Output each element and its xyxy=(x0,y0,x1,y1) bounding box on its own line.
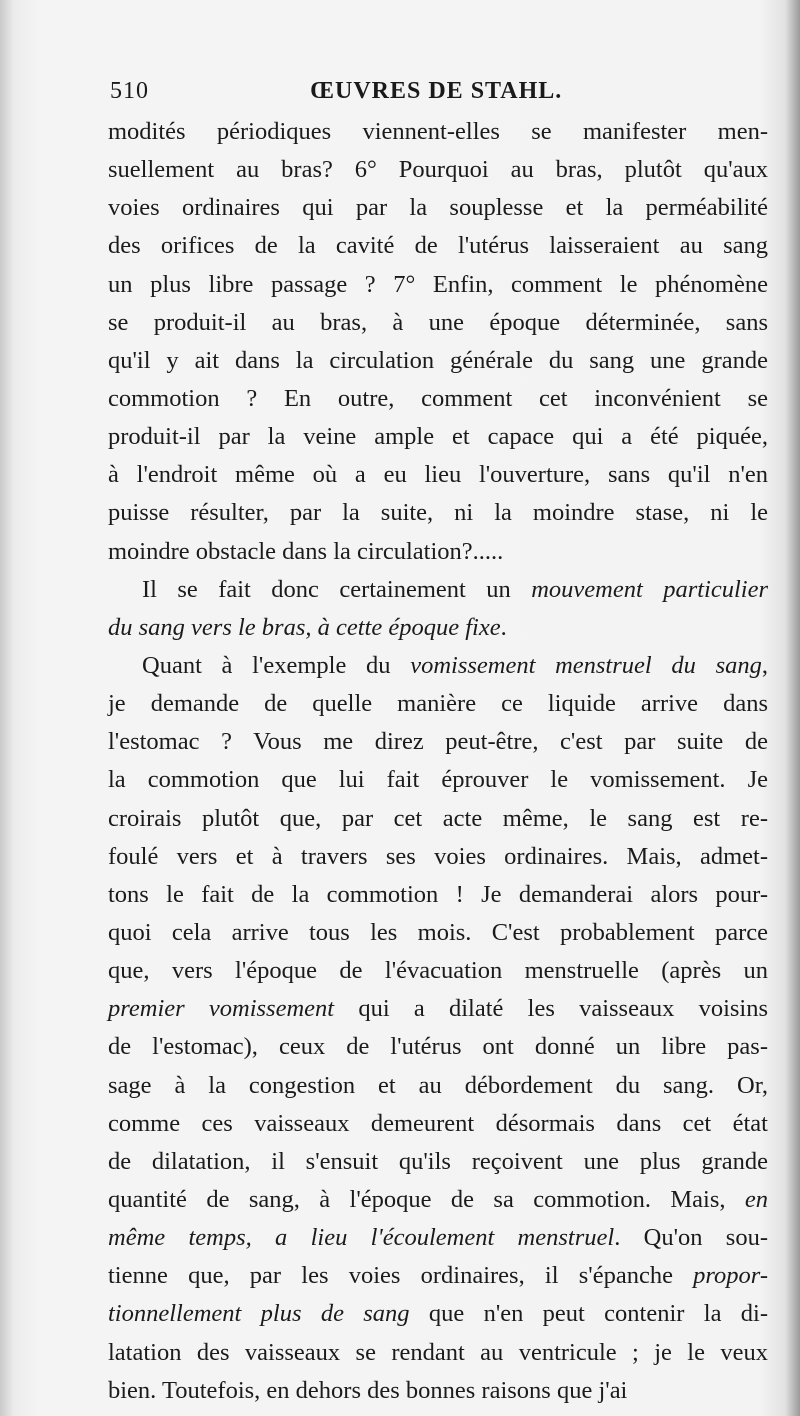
text-line xyxy=(108,113,768,151)
text-line xyxy=(108,723,768,761)
line-text: Quant à l'exemple du xyxy=(142,651,411,679)
text-line xyxy=(108,838,768,876)
line-text: suellement au bras? 6° Pourquoi au bras, plutôt qu'aux xyxy=(108,156,768,184)
text-line xyxy=(108,1257,768,1295)
line-text: de l'estomac), ceux de l'utérus ont donné un libre pas- xyxy=(108,1033,768,1061)
text-line xyxy=(108,571,768,609)
line-text: Il se fait donc certainement un xyxy=(142,575,532,603)
text-line xyxy=(108,266,768,304)
text-line xyxy=(108,952,768,990)
italic-text: mouvement particulier xyxy=(531,575,768,603)
line-text: . xyxy=(500,613,507,641)
text-line xyxy=(108,418,768,456)
text-line xyxy=(108,1181,768,1219)
line-text: produit-il par la veine ample et capace qui a été piquée, xyxy=(108,423,768,451)
text-line xyxy=(108,1105,768,1143)
line-text: se produit-il au bras, à une époque déterminée, sans xyxy=(108,308,768,336)
text-line xyxy=(108,761,768,799)
line-text: modités périodiques viennent-elles se manifester men- xyxy=(108,118,768,145)
line-text: tons le fait de la commotion ! Je demanderai alors pour- xyxy=(108,880,768,908)
line-text: voies ordinaires qui par la souplesse et la perméabilité xyxy=(108,194,768,222)
text-line xyxy=(108,800,768,838)
italic-text: du sang vers le bras, à cette époque fixe xyxy=(108,613,501,641)
body-text xyxy=(108,113,768,1410)
italic-text: en xyxy=(744,1185,768,1213)
line-text: . Qu'on sou- xyxy=(614,1224,768,1252)
text-line xyxy=(108,609,768,647)
line-text: sage à la congestion et au débordement du sang. Or, xyxy=(108,1071,768,1099)
text-line xyxy=(108,1334,768,1372)
line-text: foulé vers et à travers ses voies ordinaires. Mais, admet- xyxy=(108,842,768,870)
line-text: bien. Toutefois, en dehors des bonnes raisons que j'ai xyxy=(108,1376,628,1404)
text-line xyxy=(108,990,768,1028)
page-number: 510 xyxy=(110,78,149,104)
line-text: je demande de quelle manière ce liquide arrive dans xyxy=(108,690,768,718)
line-text: des orifices de la cavité de l'utérus laisseraient au sang xyxy=(108,232,768,260)
text-line xyxy=(108,1143,768,1181)
line-text: l'estomac ? Vous me direz peut-être, c'est par suite de xyxy=(108,728,768,756)
text-line xyxy=(108,1028,768,1066)
italic-text: même temps, a lieu l'écoulement menstruel xyxy=(108,1224,615,1252)
line-text: à l'endroit même où a eu lieu l'ouverture, sans qu'il n'en xyxy=(108,461,768,489)
text-line xyxy=(108,380,768,418)
line-text: tienne que, par les voies ordinaires, il s'épanche xyxy=(108,1262,694,1290)
line-text: quoi cela arrive tous les mois. C'est probablement parce xyxy=(108,918,768,946)
line-text: que, vers l'époque de l'évacuation menstruelle (après un xyxy=(108,957,768,985)
text-line xyxy=(108,494,768,532)
line-text: de dilatation, il s'ensuit qu'ils reçoivent une plus grande xyxy=(108,1147,768,1175)
page-header xyxy=(110,78,750,118)
line-text: un plus libre passage ? 7° Enfin, comment le phénomène xyxy=(108,270,768,298)
text-line xyxy=(108,304,768,342)
line-text: quantité de sang, à l'époque de sa commotion. Mais, xyxy=(108,1185,745,1213)
line-text: latation des vaisseaux se rendant au ventricule ; je le veux xyxy=(108,1338,768,1366)
text-line xyxy=(108,1295,768,1333)
text-line xyxy=(108,533,768,571)
text-line xyxy=(108,685,768,723)
italic-text: propor- xyxy=(693,1262,768,1290)
line-text: croirais plutôt que, par cet acte même, le sang est re- xyxy=(108,804,768,832)
text-line xyxy=(108,151,768,189)
text-line xyxy=(108,227,768,265)
text-line xyxy=(108,647,768,685)
text-line xyxy=(108,876,768,914)
italic-text: vomissement menstruel du sang xyxy=(410,651,762,679)
running-title: ŒUVRES DE STAHL. xyxy=(310,78,563,104)
italic-text: premier vomissement xyxy=(108,995,335,1023)
text-line xyxy=(108,189,768,227)
italic-text: tionnellement plus de sang xyxy=(108,1300,410,1328)
line-text: que n'en peut contenir la di- xyxy=(409,1300,768,1328)
line-text: puisse résulter, par la suite, ni la moindre stase, ni le xyxy=(108,499,768,527)
line-text: qui a dilaté les vaisseaux voisins xyxy=(334,995,768,1023)
text-line xyxy=(108,1219,768,1257)
text-line xyxy=(108,1067,768,1105)
text-line xyxy=(108,456,768,494)
line-text: moindre obstacle dans la circulation?..... xyxy=(108,537,504,565)
text-line xyxy=(108,914,768,952)
line-text: qu'il y ait dans la circulation générale du sang une grande xyxy=(108,346,768,374)
line-text: comme ces vaisseaux demeurent désormais dans cet état xyxy=(108,1109,768,1137)
line-text: commotion ? En outre, comment cet inconvénient se xyxy=(108,384,768,412)
line-text: , xyxy=(761,651,768,679)
line-text: la commotion que lui fait éprouver le vomissement. Je xyxy=(108,766,768,794)
text-line xyxy=(108,342,768,380)
text-line xyxy=(108,1372,768,1410)
